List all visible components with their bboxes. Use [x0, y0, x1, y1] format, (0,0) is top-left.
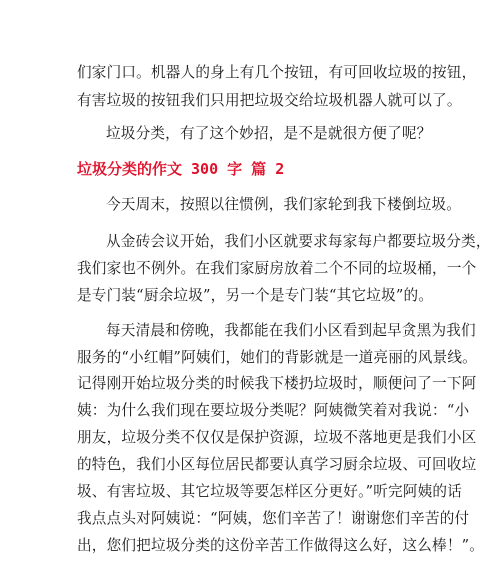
text-line: 们家门口。机器人的身上有几个按钮，有可回收垃圾的按钮，: [77, 64, 477, 81]
text-line: 朋友，垃圾分类不仅仅是保护资源，垃圾不落地更是我们小区: [77, 429, 477, 446]
text-line: 是专门装“厨余垃圾”，另一个是专门装“其它垃圾”的。: [77, 287, 434, 304]
text-line: 我们家也不例外。在我们家厨房放着二个不同的垃圾桶，一个: [77, 260, 477, 277]
text-line: 有害垃圾的按钮我们只用把垃圾交给垃圾机器人就可以了。: [77, 92, 462, 109]
text-line: 记得刚开始垃圾分类的时候我下楼扔垃圾时，顺便问了一下阿: [77, 375, 477, 392]
text-line: 出，您们把垃圾分类的这份辛苦工作做得这么好，这么棒！”。: [77, 537, 485, 554]
text-line: 从金砖会议开始，我们小区就要求每家每户都要垃圾分类，: [106, 233, 491, 250]
text-line: 圾、有害垃圾、其它垃圾等要怎样区分更好。”听完阿姨的话: [77, 483, 463, 500]
text-line: 的特色，我们小区每位居民都要认真学习厨余垃圾、可回收垃: [77, 456, 477, 473]
section-heading: 垃圾分类的作文 300 字 篇 2: [77, 160, 285, 178]
text-line: 今天周末，按照以往惯例，我们家轮到我下楼倒垃圾。: [106, 196, 462, 213]
text-line: 垃圾分类，有了这个妙招，是不是就很方便了呢？: [106, 125, 432, 142]
text-line: 每天清晨和傍晚，我都能在我们小区看到起早贪黑为我们: [106, 322, 476, 339]
text-line: 服务的“小红帽”阿姨们，她们的背影就是一道亮丽的风景线。: [77, 349, 477, 366]
text-line: 我点点头对阿姨说：“阿姨，您们辛苦了！谢谢您们辛苦的付: [77, 510, 470, 527]
text-line: 姨：为什么我们现在要垃圾分类呢？阿姨微笑着对我说：“小: [77, 402, 470, 419]
